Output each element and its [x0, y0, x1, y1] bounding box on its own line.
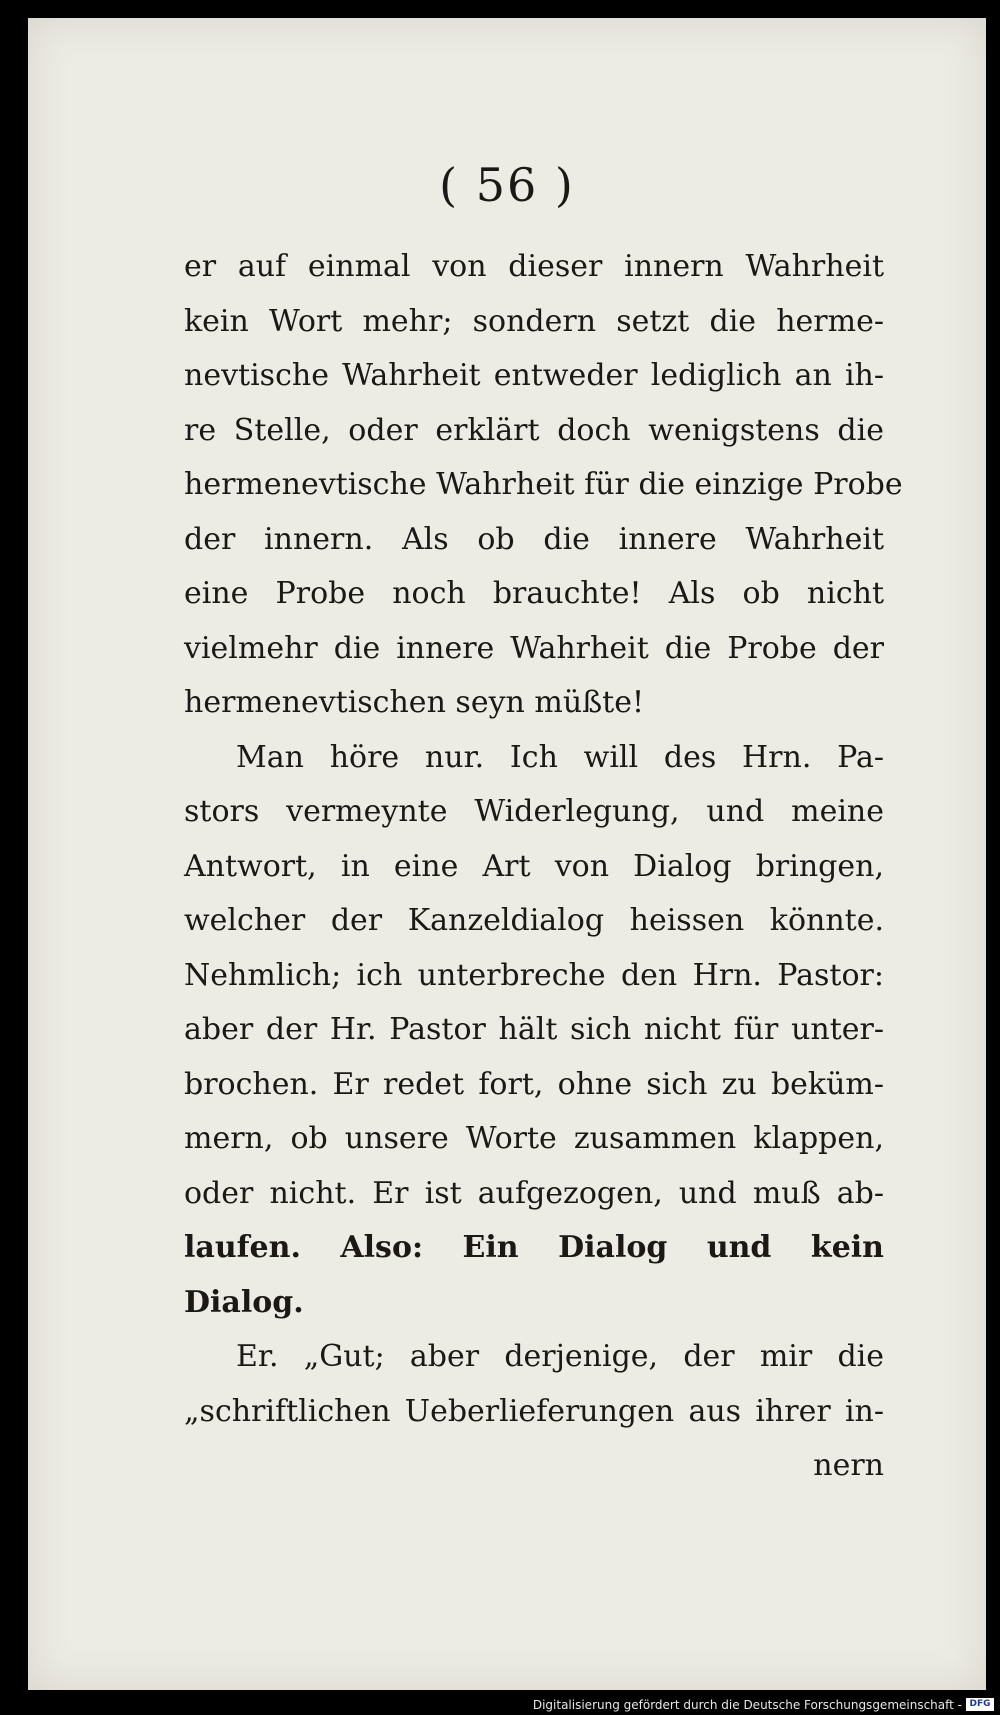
text-line: vielmehr die innere Wahrheit die Probe der — [184, 630, 884, 666]
text-line: „schriftlichen Ueberlieferungen aus ihrer in- — [184, 1393, 884, 1429]
text-line: Nehmlich; ich unterbreche den Hrn. Pastor: — [184, 957, 884, 993]
footer-credit: Digitalisierung gefördert durch die Deutsche Forschungsgemeinschaft - — [532, 1698, 962, 1712]
catchword: nern — [813, 1448, 884, 1483]
text-line: brochen. Er redet fort, ohne sich zu beküm- — [184, 1066, 884, 1102]
text-line: mern, ob unsere Worte zusammen klappen, — [184, 1121, 884, 1156]
text-line: nevtische Wahrheit entweder lediglich an ih- — [184, 358, 884, 393]
text-line: Dialog. — [184, 1284, 304, 1320]
footer-strip — [0, 1693, 1000, 1715]
text-line: laufen. Also: Ein Dialog und kein — [184, 1230, 884, 1265]
text-line: er auf einmal von dieser innern Wahrheit — [184, 249, 884, 284]
text-line: kein Wort mehr; sondern setzt die herme- — [184, 303, 884, 339]
text-line: welcher der Kanzeldialog heissen könnte. — [184, 903, 884, 938]
text-line: eine Probe noch brauchte! Als ob nicht — [184, 576, 884, 611]
text-line: stors vermeynte Widerlegung, und meine — [184, 794, 884, 829]
text-line: aber der Hr. Pastor hält sich nicht für unter- — [184, 1012, 884, 1047]
text-line: oder nicht. Er ist aufgezogen, und muß ab- — [184, 1175, 884, 1211]
text-line: Man höre nur. Ich will des Hrn. Pa- — [236, 739, 884, 775]
text-line: hermenevtischen seyn müßte! — [184, 685, 645, 720]
book-page — [28, 18, 986, 1690]
text-line: Antwort, in eine Art von Dialog bringen, — [184, 848, 884, 884]
text-line: re Stelle, oder erklärt doch wenigstens die — [184, 412, 884, 448]
text-line: Er. „Gut; aber derjenige, der mir die — [236, 1339, 884, 1374]
body-text — [184, 240, 903, 1494]
dfg-logo-icon: DFG — [966, 1698, 994, 1711]
text-line: der innern. Als ob die innere Wahrheit — [184, 521, 884, 557]
page-number: ( 56 ) — [439, 158, 575, 212]
text-line: hermenevtische Wahrheit für die einzige Probe — [184, 467, 903, 502]
